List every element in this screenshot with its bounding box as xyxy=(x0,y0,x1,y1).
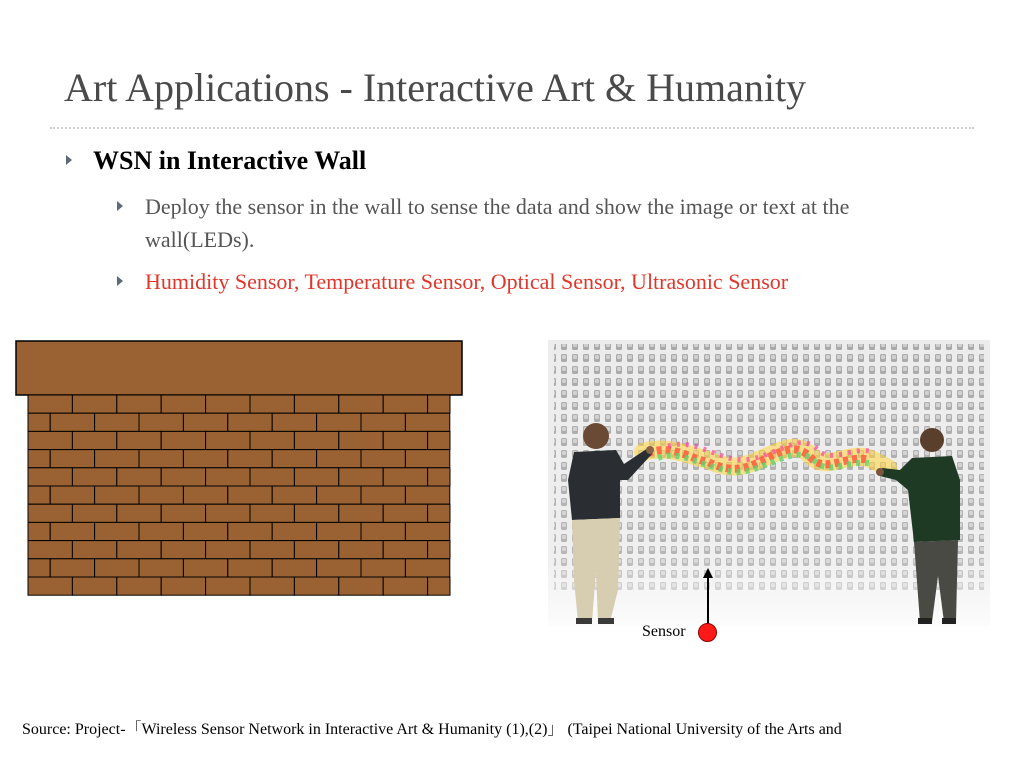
brick xyxy=(117,395,161,413)
brick xyxy=(139,522,183,540)
brick xyxy=(383,468,427,486)
brick xyxy=(183,450,227,468)
brick xyxy=(405,522,449,540)
brick xyxy=(405,559,449,577)
brick xyxy=(206,577,250,595)
brick xyxy=(95,486,139,504)
brick xyxy=(228,413,272,431)
brick xyxy=(428,468,450,486)
brick xyxy=(383,395,427,413)
brick xyxy=(72,577,116,595)
brick xyxy=(339,431,383,449)
brick xyxy=(294,504,338,522)
brick xyxy=(139,450,183,468)
brick xyxy=(383,541,427,559)
brick xyxy=(228,450,272,468)
brick xyxy=(72,431,116,449)
brick xyxy=(183,559,227,577)
sensor-dot-icon xyxy=(698,623,717,642)
brick xyxy=(183,413,227,431)
brick xyxy=(28,559,50,577)
brick xyxy=(28,504,72,522)
brick xyxy=(117,468,161,486)
brick xyxy=(50,413,94,431)
brick xyxy=(383,577,427,595)
bullet-arrow-icon xyxy=(117,201,123,211)
brick xyxy=(28,468,72,486)
brick xyxy=(272,522,316,540)
brick xyxy=(228,486,272,504)
brick xyxy=(28,486,50,504)
brick xyxy=(361,559,405,577)
brick-wall-illustration xyxy=(15,340,463,598)
bullet-level2-sensors: Humidity Sensor, Temperature Sensor, Optical Sensor, Ultrasonic Sensor xyxy=(145,269,789,294)
brick xyxy=(428,431,450,449)
brick xyxy=(206,504,250,522)
bullet-arrow-icon xyxy=(117,276,123,286)
led-wall-image xyxy=(548,340,990,626)
brick xyxy=(72,468,116,486)
brick xyxy=(250,541,294,559)
brick xyxy=(117,504,161,522)
brick xyxy=(117,577,161,595)
brick xyxy=(361,413,405,431)
sensor-arrow-line xyxy=(707,578,709,624)
brick xyxy=(250,577,294,595)
brick xyxy=(294,431,338,449)
brick xyxy=(161,431,205,449)
bullet-level2-deploy: Deploy the sensor in the wall to sense the data and show the image or text at the wall(LEDs). xyxy=(145,194,850,252)
brick xyxy=(139,559,183,577)
brick xyxy=(250,468,294,486)
brick xyxy=(339,504,383,522)
brick xyxy=(72,541,116,559)
brick xyxy=(250,504,294,522)
bullet-level1: WSN in Interactive Wall xyxy=(93,146,367,175)
brick xyxy=(383,431,427,449)
brick xyxy=(50,522,94,540)
brick xyxy=(250,431,294,449)
brick xyxy=(28,395,72,413)
brick xyxy=(339,541,383,559)
source-citation: Source: Project-「Wireless Sensor Network in Interactive Art & Humanity (1),(2)」 (Taipei National University of the Arts and xyxy=(22,721,842,738)
brick xyxy=(117,541,161,559)
sensor-label: Sensor xyxy=(642,623,686,640)
brick xyxy=(317,486,361,504)
brick xyxy=(339,395,383,413)
sensor-arrow-head-icon xyxy=(703,568,713,578)
brick xyxy=(206,431,250,449)
brick xyxy=(428,541,450,559)
brick xyxy=(317,450,361,468)
brick xyxy=(183,522,227,540)
brick xyxy=(72,395,116,413)
brick xyxy=(139,413,183,431)
title-divider xyxy=(50,127,974,129)
brick xyxy=(317,522,361,540)
brick xyxy=(228,522,272,540)
brick xyxy=(28,577,72,595)
bullet-arrow-icon xyxy=(66,155,72,165)
brick xyxy=(95,559,139,577)
brick xyxy=(317,413,361,431)
brick xyxy=(117,431,161,449)
slide-title: Art Applications - Interactive Art & Humanity xyxy=(64,65,807,110)
brick xyxy=(405,413,449,431)
brick xyxy=(161,541,205,559)
brick xyxy=(294,468,338,486)
brick xyxy=(161,504,205,522)
brick xyxy=(95,522,139,540)
brick xyxy=(405,450,449,468)
brick xyxy=(272,450,316,468)
wall-cap xyxy=(16,341,462,395)
brick xyxy=(294,577,338,595)
brick xyxy=(405,486,449,504)
brick xyxy=(28,541,72,559)
brick xyxy=(228,559,272,577)
interactive-wall-photo xyxy=(548,340,990,626)
brick xyxy=(161,468,205,486)
brick xyxy=(28,522,50,540)
brick xyxy=(206,541,250,559)
brick xyxy=(361,522,405,540)
brick xyxy=(95,413,139,431)
brick xyxy=(28,413,50,431)
brick xyxy=(428,395,450,413)
brick xyxy=(72,504,116,522)
brick xyxy=(161,577,205,595)
brick xyxy=(294,541,338,559)
brick xyxy=(206,468,250,486)
brick xyxy=(50,486,94,504)
brick xyxy=(383,504,427,522)
brick xyxy=(250,395,294,413)
brick xyxy=(161,395,205,413)
brick xyxy=(28,431,72,449)
brick xyxy=(50,559,94,577)
brick xyxy=(28,450,50,468)
brick xyxy=(183,486,227,504)
brick xyxy=(272,413,316,431)
brick xyxy=(272,559,316,577)
brick-rows xyxy=(28,395,450,595)
brick xyxy=(317,559,361,577)
brick xyxy=(272,486,316,504)
brick xyxy=(361,486,405,504)
brick xyxy=(294,395,338,413)
brick xyxy=(428,504,450,522)
brick xyxy=(339,468,383,486)
brick xyxy=(95,450,139,468)
brick xyxy=(139,486,183,504)
brick xyxy=(206,395,250,413)
brick xyxy=(361,450,405,468)
brick xyxy=(339,577,383,595)
brick xyxy=(428,577,450,595)
brick xyxy=(50,450,94,468)
